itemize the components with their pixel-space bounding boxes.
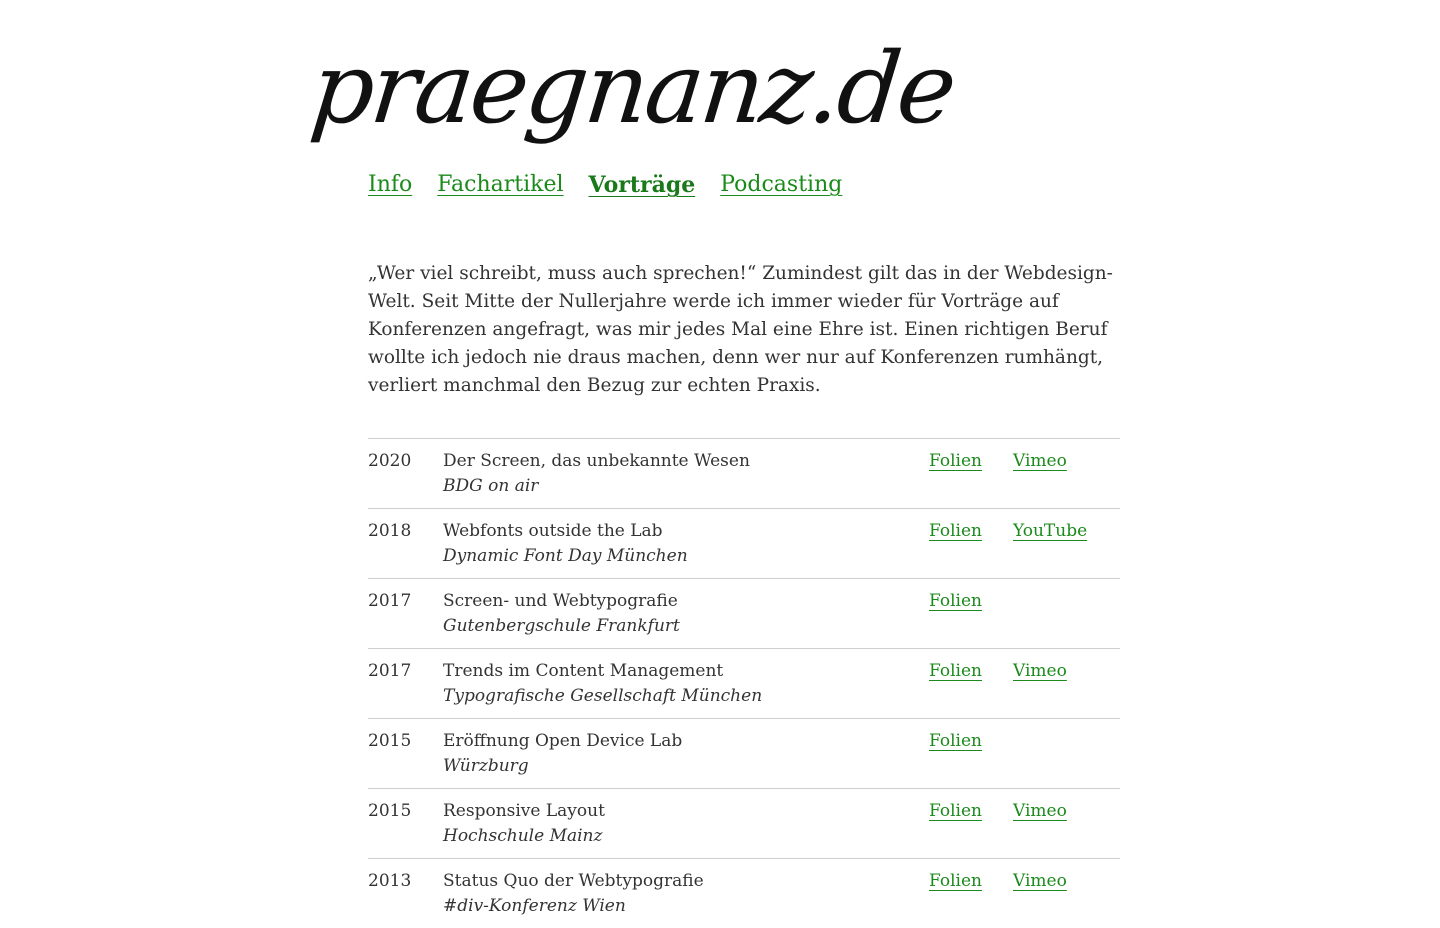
talk-title: Status Quo der Webtypografie <box>443 871 704 891</box>
talk-row <box>368 648 1120 718</box>
site-logo[interactable] <box>305 12 959 172</box>
video-link[interactable]: Vimeo <box>1013 451 1067 471</box>
talk-year: 2018 <box>368 521 412 541</box>
main-nav <box>368 170 842 200</box>
talk-row <box>368 578 1120 648</box>
video-link[interactable]: YouTube <box>1013 521 1088 541</box>
talk-title: Der Screen, das unbekannte Wesen <box>443 451 750 471</box>
talk-title: Webfonts outside the Lab <box>443 521 663 541</box>
talk-venue: #div-Konferenz Wien <box>443 896 626 916</box>
talk-year: 2015 <box>368 731 412 751</box>
nav-info[interactable]: Info <box>368 172 413 197</box>
talk-title: Trends im Content Management <box>443 661 724 681</box>
talk-year: 2013 <box>368 871 412 891</box>
talk-row <box>368 718 1120 788</box>
slides-link[interactable]: Folien <box>929 731 982 751</box>
slides-link[interactable]: Folien <box>929 801 982 821</box>
talk-year: 2017 <box>368 661 412 681</box>
talks-list <box>368 438 1120 928</box>
slides-link[interactable]: Folien <box>929 451 982 471</box>
talk-venue: Würzburg <box>443 756 529 776</box>
slides-link[interactable]: Folien <box>929 521 982 541</box>
talk-row <box>368 858 1120 928</box>
nav-vortraege[interactable]: Vorträge <box>588 172 696 198</box>
slides-link[interactable]: Folien <box>929 661 982 681</box>
talk-year: 2020 <box>368 451 412 471</box>
slides-link[interactable]: Folien <box>929 871 982 891</box>
talk-venue: BDG on air <box>443 476 539 496</box>
intro-paragraph: „Wer viel schreibt, muss auch sprechen!“ Zumindest gilt das in der Webdesign-Welt. Seit Mitte der Nullerjahre werde ich immer wieder für Vorträge auf Konferenzen angefragt, was mir jedes Mal eine Ehre ist. Einen richtigen Beruf wollte ich jedoch nie draus machen, denn wer nur auf Konferenzen rumhängt, verliert manchmal den Bezug zur echten Praxis. <box>368 263 1113 396</box>
video-link[interactable]: Vimeo <box>1013 661 1067 681</box>
talk-venue: Typografische Gesellschaft München <box>443 686 763 706</box>
talk-venue: Gutenbergschule Frankfurt <box>443 616 680 636</box>
talk-row <box>368 788 1120 858</box>
video-link[interactable]: Vimeo <box>1013 801 1067 821</box>
video-link[interactable]: Vimeo <box>1013 871 1067 891</box>
talk-title: Screen- und Webtypografie <box>443 591 678 611</box>
nav-fachartikel[interactable]: Fachartikel <box>437 172 564 197</box>
talk-title: Eröffnung Open Device Lab <box>443 731 683 751</box>
logo-text: praegnanz.de <box>305 32 959 146</box>
talk-row <box>368 508 1120 578</box>
talk-venue: Dynamic Font Day München <box>443 546 688 566</box>
talk-venue: Hochschule Mainz <box>443 826 603 846</box>
talk-row <box>368 438 1120 508</box>
nav-podcasting[interactable]: Podcasting <box>720 172 843 197</box>
talk-year: 2015 <box>368 801 412 821</box>
slides-link[interactable]: Folien <box>929 591 982 611</box>
talk-year: 2017 <box>368 591 412 611</box>
talk-title: Responsive Layout <box>443 801 605 821</box>
